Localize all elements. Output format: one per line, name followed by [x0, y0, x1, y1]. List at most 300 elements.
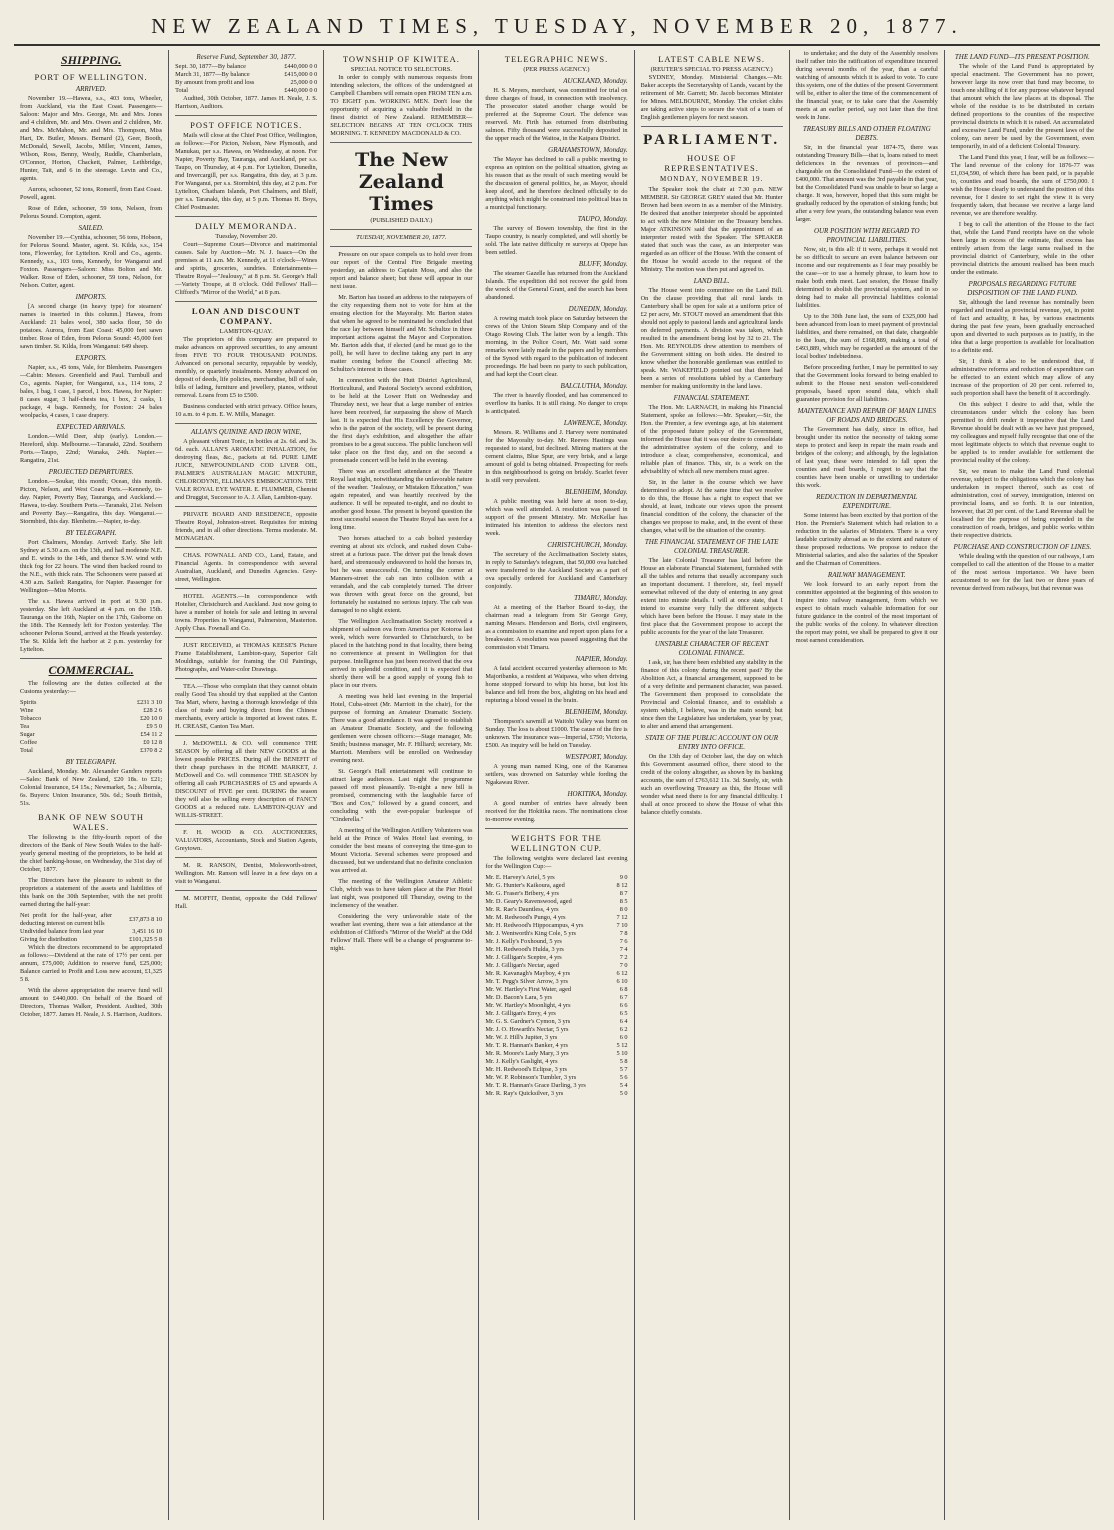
telegram-dateline: AUCKLAND, Monday. — [563, 77, 628, 85]
bank-amount: £101,325 5 8 — [129, 936, 163, 943]
divider — [175, 637, 317, 638]
column-5 — [635, 50, 790, 1520]
telegram-text: A fatal accident occurred yesterday afternoon to Mr. Majoribanks, a resident at Waipawa, who when driving home stopped forward to whip his horse, but lost his balance and fell from the box, alighting on his head and rupturing a blood vessel in the brain. — [485, 665, 628, 704]
commercial-intro: The following are the duties collected at the Customs yesterday:— — [20, 680, 163, 695]
telegraph-text: Port Chalmers, Monday. Arrived: Early. She left Sydney at 5.30 a.m. on the 13th, and had moderate N.E. and E. winds to the 14th, and thence S.W. wind with thick fog for 22 hours. The wind then backed round to the N.E., with thick rain. The Schooners were passed at 4.30 a.m. Sailed: Rangatira, for Napier. Passenger for Wellington—Miss Morris. — [20, 539, 163, 594]
expected-text: London.—Wild Deer, ship (early). London.—Hereford, ship. Melbourne.—Taranaki, 22nd. Southern Ports.—Taupo, 22nd; Wanaka, 24th. Napier.—Rangatira, 21st. — [20, 433, 163, 464]
telegram-dateline: BLUFF, Monday. — [578, 260, 628, 268]
duty-amount: £20 10 0 — [140, 715, 163, 722]
telegram-text: The Mayor has declined to call a public meeting to express an opinion on the political situation, giving as his reason that as the result of such meeting would be the discussion of general politics, he, as Mayor, should keep aloof, and he therefore declined officially to do anything which might be construed into political bias in a municipal functionary. — [485, 156, 628, 211]
imports-text: [A second charge (in heavy type) for steamers' names is inserted in this column.] Hawea, from Auckland: 21 bales wool, 380 sacks flour, 50 do potatoes. Aurora, from East Coast: 45,000 feet sawn timber. Rose of Eden, from Pelorus Sound: 45,000 feet sawn timber. St. Kilda, from Wanganui: 649 sheep. — [20, 303, 163, 350]
horse-weight: 7 2 — [619, 954, 628, 961]
exports-text: Napier, s.s., 45 tons, Vale, for Blenheim. Passengers—Cabin: Messrs. Greenfield and Paul. Turnbull and Co., agents. Napier, for Wanganui, s.s., 114 tons, 2 bales, 1 bag, 1 case, 1 parcel, 1 box. Hawea, for Napier: 8 cases sugar, 3 half-chests tea, 1 box, 2 casks, 1 package, 4 bags. Kennedy, for Foxton: 24 bales woolpacks, 4 cases, 1 case drapery. — [20, 364, 163, 419]
loan-text: The proprietors of this company are prepared to make advances on approved securities, to any amount from FIVE TO FOUR THOUSAND POUNDS. Advanced on personal security, repayable by weekly, monthly, or quarterly instalments. Money advanced on deposit of deeds, life policies, merchandise, bill of sale, bills of lading, furniture and jewellery, pianos, without removal. Loans from £5 to £500. — [175, 336, 318, 399]
horse-name: Mr. J. Wentworth's King Cole, 5 yrs — [485, 930, 577, 937]
weight-row — [485, 1066, 627, 1074]
cable-subheading: (REUTER'S SPECIAL TO PRESS AGENCY.) — [650, 66, 773, 73]
lines-text: While dealing with the question of our railways, I am compelled to call the attention of the House to a matter of the most serious importance. We have been accustomed to see for the last two or three years of revenue derived from railways, but that revenue was — [950, 553, 1094, 592]
weight-row — [485, 874, 627, 882]
horse-weight: 7 8 — [619, 930, 628, 937]
horse-name: Mr. H. Redwood's Hippocampus, 4 yrs — [485, 922, 584, 929]
bank-amount: 3,451 16 10 — [132, 928, 163, 935]
reserve-amount: £440,000 0 0 — [284, 63, 318, 70]
weights-list — [485, 874, 627, 1098]
divider — [175, 423, 317, 424]
horse-name: Mr. W. Hartley's Moonlight, 4 yrs — [485, 1002, 571, 1009]
memo-date: Tuesday, November 20. — [215, 233, 278, 240]
horse-weight: 8 7 — [619, 890, 628, 897]
duty-label: Tobacco — [20, 715, 42, 722]
maintenance-text: The Government has daily, since in office, had brought under its notice the necessity of taking some steps to protect and keep in repair the main roads and bridges of the colony; and although, by the legislation of last year, these were intended to fall upon the counties and road boards, I regret to say that the counties have been unable or unwilling to undertake this work. — [795, 426, 938, 489]
horse-name: Mr. H. Redwood's Hulda, 3 yrs — [485, 946, 564, 953]
treasury-heading: TREASURY BILLS AND OTHER FLOATING DEBTS. — [802, 125, 931, 142]
telegram-text: A rowing match took place on Saturday between the crews of the Union Steam Ship Company and of the Otago Rowing Club. The latter won by a length. This morning, in the Police Court, Mr. Watt said some remarks were lately made in the papers and by members of the Synod with regard to the publication of indecent proceedings. He had been no party to such publication, and had kept the Court clear. — [485, 315, 628, 378]
telegram-dateline: TAUPO, Monday. — [577, 215, 628, 223]
financial-heading: FINANCIAL STATEMENT. — [673, 394, 750, 402]
wood-text: F. H. WOOD & CO. AUCTIONEERS, VALUATORS, Accountants, Stock and Station Agents, Greytown. — [175, 829, 318, 852]
expected-heading: EXPECTED ARRIVALS. — [56, 423, 126, 431]
horse-name: Mr. E. Harvey's Ariel, 5 yrs — [485, 874, 555, 881]
divider — [175, 678, 317, 679]
weights-heading: WEIGHTS FOR THE WELLINGTON CUP. — [511, 833, 602, 853]
duty-label: Total — [20, 747, 33, 754]
horse-weight: 6 12 — [616, 970, 628, 977]
divider — [175, 824, 317, 825]
just-text: JUST RECEIVED, at THOMAS KEESE'S Picture Frame Establishment, Lambton-quay, Superior Gilt Mouldings, suitable for framing the Oil Paintings, Photographs, and Water-color Drawings. — [175, 642, 318, 673]
house-date: MONDAY, NOVEMBER 19. — [660, 175, 764, 183]
arrived-text-2: Aurora, schooner, 52 tons, Romeril, from East Coast. Powell, agent. — [20, 186, 163, 201]
weight-row — [485, 938, 627, 946]
horse-name: Mr. J. O. Howarth's Nectar, 5 yrs — [485, 1026, 569, 1033]
weight-row — [485, 1074, 627, 1082]
weight-row — [485, 1002, 627, 1010]
telegram-text: A good number of entries have already been received for the Hokitika races. The nominations close to-morrow evening. — [485, 800, 628, 823]
weight-row — [485, 890, 627, 898]
leader-paragraph: St. George's Hall entertainment will continue to attract large audiences. Last night the programme passed off most pleasantly. To-night a new bill is promised, commencing with the laughable farce of "Box and Cox," followed by a grand concert, and concluding with the ever-popular burlesque of "Cinderella." — [330, 768, 473, 823]
bank-text-3: Which the directors recommend to be appropriated as follows:—Dividend at the rate of 17½ per cent. per annum, £75,000; Addition to reserve fund, £25,000; Balance carried to Profit and Loss new account, £1,325 5 8. — [20, 944, 163, 983]
telegram-text: The survey of Bowen township, the first in the Taupo country, is nearly completed, and will shortly be sold. The late native difficulty re surveys at Opepe has been settled. — [485, 225, 628, 256]
weight-row — [485, 898, 627, 906]
bank-table — [20, 912, 162, 944]
horse-name: Mr. W. P. Robinson's Tumbler, 3 yrs — [485, 1074, 577, 1081]
financial-position-heading: THE FINANCIAL STATEMENT OF THE LATE COLONIAL TREASURER. — [644, 538, 779, 555]
horse-weight: 7 6 — [619, 938, 628, 945]
divider — [330, 229, 472, 230]
bank-heading: BANK OF NEW SOUTH WALES. — [38, 812, 144, 832]
weight-row — [485, 914, 627, 922]
horse-name: Mr. J. Kelly's Foxhound, 5 yrs — [485, 938, 562, 945]
telegram-text: The river is heavily flooded, and has commenced to overflow its banks. It is still rising. No danger to crops is anticipated. — [485, 392, 628, 415]
table-row — [20, 715, 162, 723]
divider — [175, 506, 317, 507]
bytel-text: Auckland, Monday. Mr. Alexander Ganders reports—Sales: Bank of New Zealand, £20 18s. to £21; Colonial Insurance, £4 15s.; Newmarket, 5s.; Alburnia, 6s. Buyers: Union Insurance, 50s. 6d.; South British, 51s. — [20, 768, 163, 807]
land-fund-text: The whole of the Land Fund is appropriated by special enactment. The Government has no power, however large its now over that fund may become, to touch one shilling of it for any purpose whatever beyond that amount which the law places at its disposal. The whole of the residue is to be distributed in certain defined proportions to the counties of the respective provincial districts in which it is raised. An accumulated and excessive Land Fund, under the present laws of the colony, can never be used by the Government, even temporarily, in aid of a deficient Colonial Treasury. — [950, 63, 1094, 150]
weight-row — [485, 1050, 627, 1058]
horse-weight: 6 5 — [619, 1010, 628, 1017]
land-fund-text-2: The Land Fund this year, I fear, will be as follows:—The land revenue of the colony for 1876-77 was £1,034,590, of which there has been paid, or is payable to, counties and road boards, the sum of £750,000. I wish the House clearly to understand the position of this revenue, for I desire to set right the view it is very frequently taken, that because we receive a large land revenue, we are therefore wealthy. — [950, 154, 1094, 217]
horse-weight: 8 12 — [616, 882, 628, 889]
column-3 — [324, 50, 479, 1520]
divider — [175, 890, 317, 891]
telegram-text: The secretary of the Acclimatisation Society states, in reply to Saturday's telegram, that 50,000 ova hatched were transferred to the Auckland Society as a part of ova specially ordered for Auckland and Canterbury conjointly. — [485, 551, 628, 590]
house-text: The Speaker took the chair at 7.30 p.m. NEW MEMBER. Sir GEORGE GREY stated that Mr. Hunter Brown had been sworn in as a member of the Ministry. He desired that another interpreter should be appointed to act with the new Minister on the Treasury benches. Major ATKINSON said that the appointment of an interpreter rested with the Speaker. The SPEAKER stated that such was the case, as an interpreter was regarded as an officer of the House. With the consent of the House he would accede to the request of the Ministry. The motion was then put and agreed to. — [640, 186, 783, 273]
divider — [175, 588, 317, 589]
divider — [175, 115, 317, 116]
paper-date: TUESDAY, NOVEMBER 20, 1877. — [356, 234, 447, 241]
duty-amount: £28 2 6 — [143, 707, 163, 714]
reserve-amount: £440,000 0 0 — [284, 87, 318, 94]
horse-weight: 7 0 — [619, 962, 628, 969]
divider — [175, 301, 317, 302]
port-heading: PORT OF WELLINGTON. — [34, 72, 148, 82]
horse-weight: 7 4 — [619, 946, 628, 953]
reserve-label: Total — [175, 87, 188, 94]
telegram-dateline: LAWRENCE, Monday. — [563, 419, 628, 427]
telegram-dateline: BLENHEIM, Monday. — [565, 708, 628, 716]
bank-text: The following is the fifty-fourth report of the directors of the Bank of New South Wales to the half-yearly general meeting of the proprietors, to be held at the chief banking-house, on Wednesday, the 31st day of October, 1877. — [20, 834, 163, 873]
divider — [175, 735, 317, 736]
weight-row — [485, 1026, 627, 1034]
telegram-dateline: BLENHEIM, Monday. — [565, 488, 628, 496]
table-row — [20, 928, 162, 936]
house-heading: HOUSE OF REPRESENTATIVES. — [664, 153, 759, 173]
horse-name: Mr. G. S. Gardner's Cymon, 3 yrs — [485, 1018, 571, 1025]
shipping-heading: SHIPPING. — [60, 53, 122, 67]
weight-row — [485, 882, 627, 890]
horse-name: Mr. R. Ray's Quicksilver, 3 yrs — [485, 1090, 564, 1097]
loan-heading: LOAN AND DISCOUNT COMPANY. — [191, 306, 301, 326]
column-4 — [479, 50, 634, 1520]
weight-row — [485, 946, 627, 954]
provincial-text-3: Before proceeding further, I may be permitted to say that the Government looks forward to being enabled to submit to the House next session well-considered proposals, based upon sound data, which shall guarantee provision for all liabilities. — [795, 364, 938, 403]
bytel-heading: BY TELEGRAPH. — [65, 758, 117, 766]
arrived-heading: ARRIVED. — [75, 85, 107, 93]
fownall-text: CHAS. FOWNALL AND CO., Land, Estate, and Financial Agents. In correspondence with several Australian, Auckland, and Dunedin Agencies. Grey-street, Wellington. — [175, 552, 318, 583]
weight-row — [485, 1082, 627, 1090]
duty-amount: £54 11 2 — [140, 731, 163, 738]
proposals-text-3: On this subject I desire to add that, while the circumstances under which the colony has been permitted to drift render it imperative that the Land Revenue should be dealt with as we have just proposed, my colleagues and myself fully recognise that one of the most legitimate objects to which that revenue ought to be applied is to render available for settlement the provincial reality of the colony. — [950, 401, 1094, 464]
leader-paragraph: Mr. Barton has issued an address to the ratepayers of the city requesting them not to vote for him at the ensuing election for the Mayoralty. Mr. Barton states that when he agreed to be nominated he concluded that the race lay between himself and Mr. Schultze in three important actions against the Mayor and Corporation. Mr. Barton adds that, if elected (and he must go to the poll), he will have to decline taking any part in any matter coming before the Council affecting Mr. Schultze's interest in those cases. — [330, 294, 473, 373]
sailed-heading: SAILED. — [78, 224, 104, 232]
commercial-heading: COMMERCIAL. — [48, 663, 134, 677]
horse-name: Mr. R. Kavanagh's Mayboy, 4 yrs — [485, 970, 571, 977]
horse-name: Mr. W. Hartley's First Water, aged — [485, 986, 572, 993]
divider — [20, 658, 162, 659]
telegram-text: H. S. Meyers, merchant, was committed for trial on three charges of fraud, in connection with insolvency. The prosecutor stated another charge would be preferred at the Supreme Court. The defence was reserved. Mr. Firth has returned from distributing salmon. Fifty thousand were successfully deposited in the upper reach of the Waitoa, in the Kaipara District. — [485, 87, 628, 142]
horse-weight: 5 0 — [619, 1090, 628, 1097]
horse-weight: 8 0 — [619, 906, 628, 913]
provincial-text: Now, sir, is this all: if it were, perhaps it would not be so difficult to secure an even balance between our income and our requirements as I fear may possibly be the case—or to use a homely phrase, to learn how to make both ends meet. Last session, the House finally determined to abolish the provincial system, and in so doing had to make all provincial liabilities colonial liabilities. — [795, 246, 938, 309]
weight-row — [485, 994, 627, 1002]
sailed-text: November 19.—Cynthia, schooner, 56 tons, Hobson, for Pelorus Sound. Master, agent. St. Kilda, s.s., 154 tons, Flowerday, for Lyttelton. Kroll and Co., agents. Kennedy, s.s., 103 tons, Kennedy, for Wanganui and Foxton. Passengers—Saloon: Miss Bolton and Mr. Walker. Rose of Eden, schooner, 59 tons, Nelson, for Nelson. Cutter, agent. — [20, 234, 163, 289]
post-heading: POST OFFICE NOTICES. — [190, 120, 303, 130]
reduction-heading: REDUCTION IN DEPARTMENTAL EXPENDITURE. — [816, 493, 918, 510]
private-text: PRIVATE BOARD AND RESIDENCE, opposite Theatre Royal, Johnston-street. Requisites for mining friends, and in all other directions. Terms moderate. M. MONAGHAN. — [175, 511, 318, 542]
horse-weight: 6 7 — [619, 994, 628, 1001]
financial-text: The Hon. Mr. LARNACH, in making his Financial Statement, spoke as follows:—Mr. Speaker,—Sir, the Hon. the Premier, a few evenings ago, at his statement of the proposed future policy of the Government, informed the House that it was our desire to consolidate the administrative system of the colony, and to introduce a clear, comprehensive, economical, and reliable plan of finance. This, sir, is a work on the advisability of which all new members must agree. — [640, 404, 783, 475]
weight-row — [485, 1042, 627, 1050]
horse-weight: 6 8 — [619, 986, 628, 993]
leader-paragraph: Considering the very unfavorable state of the weather last evening, there was a fair attendance at the exhibition of Clifford's "Mirror of the World" at the Odd Fellows' Hall. There will be a change of programme to-night. — [330, 913, 473, 952]
reserve-amount: 25,000 0 0 — [290, 79, 318, 86]
horse-weight: 9 0 — [619, 874, 628, 881]
table-row — [20, 699, 162, 707]
weight-row — [485, 930, 627, 938]
telegram-text: At a meeting of the Harbor Board to-day, the chairman read a telegram from Sir George Grey, naming Messrs. Henderson and Boris, civil engineers, as a commission to examine and report upon plans for a breakwater. A resolution was passed suggesting that the commission visit Timaru. — [485, 604, 628, 651]
exports-heading: EXPORTS. — [75, 354, 107, 362]
telegram-dateline: NAPIER, Monday. — [575, 655, 628, 663]
table-row — [20, 739, 162, 747]
duty-label: Tea — [20, 723, 29, 730]
reserve-label: By amount from profit and loss — [175, 79, 255, 86]
horse-name: Mr. G. Hunter's Kaikoura, aged — [485, 882, 565, 889]
duty-amount: £370 8 2 — [140, 747, 163, 754]
telegram-text: Thompson's sawmill at Waitohi Valley was burnt on Sunday. The loss is about £1000. The cause of the fire is unknown. The insurance was—Imperial, £750; Victoria, £500. An inquiry will be held on Tuesday. — [485, 718, 628, 749]
horse-weight: 7 12 — [616, 914, 628, 921]
lines-heading: PURCHASE AND CONSTRUCTION OF LINES. — [953, 543, 1092, 551]
memo-text: Court—Supreme Court—Divorce and matrimonial causes. Sale by Auction—Mr. N. J. Isaacs—On the premises at 11 a.m. Mr. Kennedy, at 11 o'clock—Wines and spirits, groceries, sundries. Entertainments—Theatre Royal—"Jealousy," at 8 p.m. St. George's Hall—Variety Troupe, at 8 o'clock. Odd Fellows' Hall—Clifford's "Mirror of the World," at 8 p.m. — [175, 241, 318, 296]
tea-text: TEA.—Those who complain that they cannot obtain really Good Tea should try that supplied at the Canton Tea Mart, where, having a thorough knowledge of this class of trade and buying direct from the Chinese merchants, every article is imported at lowest rates. E. H. CREASE, Canton Tea Mart. — [175, 683, 318, 730]
bank-amount: £37,873 8 10 — [129, 916, 163, 923]
weight-row — [485, 962, 627, 970]
arrived-text-3: Rose of Eden, schooner, 59 tons, Nelson, from Pelorus Sound. Compton, agent. — [20, 205, 163, 220]
weights-intro: The following weights were declared last evening for the Wellington Cup:— — [485, 855, 628, 870]
provincial-text-2: Up to the 30th June last, the sum of £325,000 had been advanced from loan to meet payment of provincial liabilities, and there remained, on that date, chargeable to the loan, the sum of £168,889, making a total of £493,889, which may be regarded as the amount of the local bodies' indebtedness. — [795, 313, 938, 360]
weight-row — [485, 922, 627, 930]
telegram-text: Messrs. R. Williams and J. Harvey were nominated for the Mayoralty to-day. Mr. Reeves Hastings was requested to stand, but declined. Mining matters at the cement claims, Blue Spur, are very brisk, and a large amount of gold is being obtained. Prospecting for reefs in this neighbourhood is going on briskly. Scarlet fever is still very prevalent. — [485, 429, 628, 484]
parliament-heading: PARLIAMENT. — [643, 132, 781, 148]
cable-text: SYDNEY, Monday. Ministerial Changes.—Mr. Baker accepts the Secretaryship of Lands, vacant by the retirement of Mr. Garrett; Mr. Jacob becomes Minister for Mines. MELBOURNE, Monday. The cricket clubs are taking active steps to secure the visit of a team of English gentlemen players for next season. — [640, 74, 783, 121]
leader-paragraph: The Wellington Acclimatisation Society received a shipment of salmon ova from America per Kotoroa last week, which were forwarded to Christchurch, to be placed in the hatching pond in that locality, there being no convenience at present in Wellington for that purpose. Intelligence has just been received that the ova arrived in splendid condition, and it is expected that shortly there will be a good supply of young fish to place in our rivers. — [330, 618, 473, 689]
memo-heading: DAILY MEMORANDA. — [195, 221, 298, 231]
duty-label: Wine — [20, 707, 34, 714]
horse-name: Mr. T. Pegg's Silver Arrow, 3 yrs — [485, 978, 568, 985]
telegram-text: The steamer Gazelle has returned from the Auckland Islands. The expedition did not recover the gold from the wreck of the General Grant, and the search has been abandoned. — [485, 270, 628, 301]
horse-name: Mr. J. Gilligan's Envy, 4 yrs — [485, 1010, 556, 1017]
divider — [641, 126, 783, 127]
bank-label: Giving for distribution — [20, 936, 78, 943]
column-2 — [169, 50, 324, 1520]
horse-name: Mr. T. R. Hannan's Banker, 4 yrs — [485, 1042, 568, 1049]
land-fund-text-3: I beg to call the attention of the House to the fact that, while the Land Fund receipts have on the whole been large in excess of the estimate, that excess has entirely arisen from the large sums realised in the provincial district of Canterbury, while in the other provincial districts the amount realised has been much under the estimate. — [950, 221, 1094, 276]
telegraphic-items — [485, 77, 627, 824]
reserve-label: March 31, 1877—By balance — [175, 71, 250, 78]
table-row — [20, 936, 162, 944]
leader-paragraph: Two horses attached to a cab bolted yesterday evening at about six o'clock, and rushed down Cuba-street at a furious pace. The driver put the break down hard, and strenuously endeavored to hold the horses in, but he was unsuccessful. On turning the corner at Manners-street the cab ran into collision with a verandah, and the cab completely turned. The driver was thrown with great force on the ground, but fortunately he sustained no serious injury. The cab was damaged to no slight extent. — [330, 535, 473, 614]
table-row — [175, 87, 317, 95]
unstable-heading: UNSTABLE CHARACTER OF RECENT COLONIAL FINANCE. — [654, 640, 769, 657]
township-text: In order to comply with numerous requests from intending selectors, the offices of the undersigned at Campbell Chambers will remain open FROM TEN a.m. TO EIGHT p.m. WORKING MEN. Don't lose the opportunity of acquiring a valuable freehold in the finest district of New Zealand. REMEMBER—SELECTION BEGINS AT TEN O'CLOCK THIS MORNING. T. KENNEDY MACDONALD & CO. — [330, 74, 473, 137]
moffit-text: M. MOFFIT, Dentist, opposite the Odd Fellows' Hall. — [175, 895, 318, 910]
duties-table — [20, 699, 162, 755]
weight-row — [485, 978, 627, 986]
land-fund-heading: THE LAND FUND—ITS PRESENT POSITION. — [954, 53, 1090, 61]
projected-text: London.—Soukar, this month; Ocean, this month. Picton, Nelson, and West Coast Ports.—Kennedy, to-day. Napier, Poverty Bay, Tauranga, and Auckland.—Hawea, to-day. Southern Ports.—Taranaki, 21st. Nelson and Poverty Bay.—Rangatira, this day. Wanganui.—Stormbird, this day. Blenheim.—Napier, to-day. — [20, 478, 163, 525]
allan-heading: ALLAN'S QUININE AND IRON WINE, — [190, 428, 302, 436]
column-1 — [14, 50, 169, 1520]
horse-name: Mr. D. Bacon's Lara, 5 yrs — [485, 994, 552, 1001]
horse-weight: 5 6 — [619, 1074, 628, 1081]
reserve-amount: £415,000 0 0 — [284, 71, 318, 78]
divider — [330, 246, 472, 247]
land-bill-text: The House went into committee on the Land Bill. On the clause providing that all rural lands in Canterbury shall be open for sale at a uniform price of £2 per acre, Mr. STOUT moved an amendment that this should not apply to pastoral lands and agricultural lands on deferred payments. A division was taken, which resulted in the amendment being lost by 32 to 21. The Hon. Mr. REYNOLDS drew attention to members of the Government sitting on both sides. He desired to know whether the honorable gentleman was entitled to speak. Mr. WAKEFIELD pointed out that there had been a series of resolutions tabled by a Canterbury member for making uniformity in the land laws. — [640, 287, 783, 390]
paper-title: The New Zealand Times — [355, 149, 448, 215]
bank-text-2: The Directors have the pleasure to submit to the proprietors a statement of the assets and liabilities of this bank on the 30th September, with the net profit earned during the half-year: — [20, 877, 163, 908]
treasury-text: Sir, in the financial year 1874-75, there was outstanding Treasury Bills—that is, loans raised to meet deficiences in the revenues of provinces—and chargeable on the Consolidated Fund—to the extent of £400,000. That amount was the 3rd payable in that year, but the Consolidated Fund was unable to bear so large a charge. It was, however, hoped that this sum might be gradually reduced by the operation of sinking funds; but after a very few years, the outstanding balance was even larger. — [795, 144, 938, 223]
weight-row — [485, 954, 627, 962]
duty-label: Spirits — [20, 699, 37, 706]
table-row — [20, 723, 162, 731]
telegraphic-subheading: (PER PRESS AGENCY.) — [523, 66, 590, 73]
horse-name: Mr. J. Kelly's Gaslight, 4 yrs — [485, 1058, 558, 1065]
hotel-text: HOTEL AGENTS.—In correspondence with Hotelier, Christchurch and Auckland. Just now going to have a number of hotels for sale and letting in several towns. Properties in Wanganui, Palmerston, Masterton. Apply Chas. Fownall and Co. — [175, 593, 318, 632]
leader-paragraph: There was an excellent attendance at the Theatre Royal last night, notwithstanding the unfavorable nature of the weather. "Jealousy, or Mistaken Education," was again repeated, and was heartily received by the audience. It will be repeated to-night, and no doubt to another good house. The present is beyond question the most successful season the Theatre Royal has seen for a long time. — [330, 468, 473, 531]
horse-name: Mr. J. Gilligan's Sceptre, 4 yrs — [485, 954, 562, 961]
weight-row — [485, 1034, 627, 1042]
horse-weight: 8 5 — [619, 898, 628, 905]
weight-row — [485, 1058, 627, 1066]
leader-paragraph: A meeting of the Wellington Artillery Volunteers was held at the Prince of Wales Hotel last evening, to consider the best means of conveying the time-gun to Mount Victoria. Several schemes were proposed and discussed, but we understand that no definite conclusion was arrived at. — [330, 827, 473, 874]
horse-name: Mr. H. Redwood's Eclipse, 3 yrs — [485, 1066, 568, 1073]
paper-subtitle: (PUBLISHED DAILY.) — [370, 217, 433, 224]
continued-text: to undertake; and the duty of the Assembly resolves itself rather into the ratification of expenditure incurred during several months of the year, than a careful watching of amounts which it is asked to vote. To cure this system, one of the duties of the present Government will be, either to alter the time of the commencement of the financial year, or to take care that the Assembly meets at an earlier period, say not later than the first week in June. — [795, 50, 938, 121]
horse-weight: 5 4 — [619, 1082, 628, 1089]
masthead: NEW ZEALAND TIMES, TUESDAY, NOVEMBER 20, 1877. — [151, 14, 963, 38]
weight-row — [485, 1010, 627, 1018]
column-7 — [945, 50, 1100, 1520]
proposals-text-4: Sir, we mean to make the Land Fund colonial revenue, subject to the obligations which the colony has undertaken in respect thereof, such as cost of administration, cost of survey, immigration, interest on provincial loans, and so forth. It is our intention, however, that 20 per cent. of the Land Revenue shall be localised for the purpose of being expended in the construction of roads, bridges, and public works within their respective districts. — [950, 468, 1094, 539]
horse-name: Mr. T. R. Hannan's Grace Darling, 3 yrs — [485, 1082, 586, 1089]
table-row — [175, 71, 317, 79]
telegram-text: A young man named King, one of the Karamea settlers, was drowned on Saturday while fording the Ngakawau River. — [485, 763, 628, 786]
maintenance-heading: MAINTENANCE AND REPAIR OF MAIN LINES OF ROADS AND BRIDGES. — [797, 407, 936, 424]
duty-label: Coffee — [20, 739, 38, 746]
financial-text-2: Sir, in the latter is the course which we have determined to adopt. At the same time that we resolve to do this, the House has a right to expect that we should, at least, indicate our views upon the present financial condition of the colony, the character of the changes we propose to make, and, in the event of these changes, what will be the situation of the country. — [640, 479, 783, 534]
page-columns — [14, 50, 1100, 1520]
horse-weight: 6 2 — [619, 1026, 628, 1033]
horse-name: Mr. D. Geary's Ravenswood, aged — [485, 898, 572, 905]
state-text: On the 13th day of October last, the day on which this Government assumed office, there stood to the credit of the colony altogether, as shown by its banking accounts, the sum of £763,612 11s. 3d. Surely, sir, with such an overflowing Treasury as this, the House will wonder what need there is for any financial difficulty. I shall at once proceed to show the House of what this balance chiefly consists. — [640, 753, 783, 816]
bank-label: Undivided balance from last year — [20, 928, 104, 935]
loan-subheading: LAMBTON-QUAY. — [219, 328, 273, 335]
horse-weight: 5 12 — [616, 1042, 628, 1049]
horse-weight: 6 4 — [619, 1018, 628, 1025]
horse-weight: 5 10 — [616, 1050, 628, 1057]
state-heading: STATE OF THE PUBLIC ACCOUNT ON OUR ENTRY INTO OFFICE. — [645, 734, 779, 751]
horse-name: Mr. M. Redwood's Pungo, 4 yrs — [485, 914, 566, 921]
table-row — [20, 731, 162, 739]
horse-weight: 7 10 — [616, 922, 628, 929]
weight-row — [485, 970, 627, 978]
table-row — [20, 707, 162, 715]
telegram-dateline: WESTPORT, Monday. — [565, 753, 628, 761]
proposals-text: Sir, although the land revenue has nominally been regarded and treated as provincial revenue, yet, in point of fact and actuality, it has, by various enactments during the past few years, been gradually encroached upon and diverted to such purposes as to justify, in the idea that a large proportion is available for localisation to a definite end. — [950, 299, 1094, 354]
allan-text: A pleasant vibrant Tonic, in bottles at 2s. 6d. and 3s. 6d. each. ALLAN'S AROMATIC INHALATION, for destroying fleas, &c., packets at 6d. PURE LIME JUICE, NEWFOUNDLAND COD LIVER OIL, PALMER'S AUSTRALIAN MAGIC MIXTURE, CHLORODYNE, ELLIMAN'S EMBROCATION. THE VALE ROYAL EYE WATER. E. FLUMMER, Chemist and Druggist, Successor to A. J. Allan, Lambton-quay. — [175, 438, 318, 501]
proposals-heading: PROPOSALS REGARDING FUTURE DISPOSITION OF THE LAND FUND. — [967, 280, 1078, 297]
table-row — [20, 912, 162, 928]
telegraphic-heading: TELEGRAPHIC NEWS. — [504, 54, 609, 64]
reserve-heading: Reserve Fund, September 30, 1877. — [196, 53, 297, 61]
column-6 — [790, 50, 945, 1520]
loan-text-2: Business conducted with strict privacy. Office hours, 10 a.m. to 4 p.m. E. W. Mills, Manager. — [175, 403, 318, 418]
telegraph-heading: BY TELEGRAPH. — [65, 529, 117, 537]
telegram-dateline: GRAHAMSTOWN, Monday. — [548, 146, 628, 154]
table-row — [175, 63, 317, 71]
township-subheading: SPECIAL NOTICE TO SELECTORS. — [350, 66, 452, 73]
township-heading: TOWNSHIP OF KIWITEA. — [342, 54, 460, 64]
divider — [175, 857, 317, 858]
telegram-dateline: TIMARU, Monday. — [574, 594, 628, 602]
weight-row — [485, 986, 627, 994]
railway-text: We look forward to an early report from the committee appointed at the beginning of this session to inquire into railway management, from which we expect to obtain much valuable information for our future guidance in the control of the most important of the public works of the colony. In whatever direction the report may point, we shall be prepared to give it our most earnest consideration. — [795, 581, 938, 644]
divider — [330, 142, 472, 143]
cable-heading: LATEST CABLE NEWS. — [658, 54, 766, 64]
duty-amount: £0 12 8 — [143, 739, 163, 746]
audited-text: Audited, 30th October, 1877. James H. Neale, J. S. Harrison, Auditors. — [175, 95, 318, 110]
horse-name: Mr. W. J. Hill's Jupiter, 3 yrs — [485, 1034, 558, 1041]
telegram-dateline: HOKITIKA, Monday. — [567, 790, 628, 798]
masthead-rule — [14, 44, 1100, 46]
imports-heading: IMPORTS. — [75, 293, 107, 301]
weight-row — [485, 1090, 627, 1098]
duty-amount: £9 5 0 — [146, 723, 163, 730]
mcdowell-text: J. McDOWELL & CO. will commence THE SEASON by offering all their NEW GOODS at the lowest possible PRICES. During all the BENEFIT of their cheap purchases in the HOME MARKET, J. McDowell and Co. will commence THE SEASON by offering all cash PURCHASERS of £5 and upwards A DISCOUNT of FIVE per cent. DURING the season they will also be selling every description of FANCY GOODS at a reduced rate. LAMBTON-QUAY and WILLIS-STREET. — [175, 740, 318, 819]
telegram-dateline: CHRISTCHURCH, Monday. — [547, 541, 628, 549]
railway-heading: RAILWAY MANAGEMENT. — [827, 571, 906, 579]
telegraph-text-2: The s.s. Hawea arrived in port at 9.30 p.m. yesterday. She left Auckland at 4 p.m. on the 15th. Tauranga on the 16th, Napier on the 17th, Gisborne on the 18th. The Kennedy left for Foxton yesterday. The schooner Pelorus Sound, arrived at the Heads yesterday. The St. Kilda left the harbor at 2 p.m. yesterday for Lyttelton. — [20, 598, 163, 653]
horse-name: Mr. G. Fraser's Bribery, 4 yrs — [485, 890, 559, 897]
reserve-label: Sept. 30, 1877—By balance — [175, 63, 246, 70]
horse-weight: 6 6 — [619, 1002, 628, 1009]
leader-paragraph: In connection with the Hutt District Agricultural, Horticultural, and Pastoral Society's second exhibition, to be held at the Lower Hutt on Wednesday and Thursday next, we hear that a large number of entries have been received, far surpassing the show of March last. It is expected that His Excellency the Governor, who is the patron of the society, will be present during the first day's exhibition, and altogether the affair promises to be a great success. The public luncheon will take place on the first day, and on the second a promenade concert will be held in the evening. — [330, 377, 473, 464]
table-row — [20, 747, 162, 755]
horse-weight: 5 8 — [619, 1058, 628, 1065]
reserve-table — [175, 63, 317, 95]
divider — [485, 828, 627, 829]
arrived-text: November 19.—Hawea, s.s., 403 tons, Wheeler, from Auckland, via the East Coast. Passengers—Saloon: Major and Mrs. George, Mr. and Mrs. Jones and 4 children, Mr. and Mrs. Owen and 2 children, Mr. and Mrs. McMahon, Mr. and Mrs. Thompson, Miss Hart, Dr. Butler, Messrs. Bernard (2), Geer, Booth, McDonald, Sewell, Jacobs, Miller, Vincent, James, Wilson, Ross, Benny, Westly, Ruddle, Chamberlain, O'Connor, Horton, Chackett, Palmer, Lethbridge, Hunter, Tait, and 6 in the steerage. Levin and Co., agents. — [20, 95, 163, 182]
bank-label: Net profit for the half-year, after deducting interest on current bills — [20, 912, 113, 927]
land-bill-heading: LAND BILL. — [693, 277, 730, 285]
horse-name: Mr. J. Gilligan's Nectar, aged — [485, 962, 559, 969]
bank-text-4: With the above appropriation the reserve fund will amount to £440,000. On behalf of the Board of Directors, Thomas Walker, President. Audited, 30th October, 1877. James H. Neale, J. S. Harrison, Auditors. — [20, 987, 163, 1018]
telegram-dateline: DUNEDIN, Monday. — [568, 305, 628, 313]
provincial-heading: OUR POSITION WITH REGARD TO PROVINCIAL LIABILITIES. — [813, 227, 920, 244]
proposals-text-2: Sir, I think it also to be understood that, if administrative reforms and reduction of expenditure can be effected to an extent which may allow of any increase of the proportion of 20 per cent. referred to, such proportion shall have the benefit of it accordingly. — [950, 358, 1094, 397]
divider — [175, 216, 317, 217]
unstable-text: I ask, sir, has there been exhibited any stability in the finance of this colony during the recent past? By the Abolition Act, a financial arrangement, supposed to be of a very definite and permanent character, was passed. The Government then proposed to consolidate the Provincial and Colonial finance, and to establish a system which, I believe, was in the main sound; but since then the Legislature has undertaken, year by year, to alter and amend that arrangement. — [640, 659, 783, 730]
table-row — [175, 79, 317, 87]
leader-paragraph: A meeting was held last evening in the Imperial Hotel, Cuba-street (Mr. Marriott in the chair), for the purpose of forming an Amateur Dramatic Society. There was a good attendance. It was agreed to establish an Amateur Dramatic Society, and the following gentlemen were chosen officers:—Stage manager, Mr. Smith; business manager, Mr. F. Hilliard; secretary, Mr. Marriott. Members will be enrolled on Wednesday evening next. — [330, 693, 473, 764]
horse-name: Mr. R. Rae's Dauntless, 4 yrs — [485, 906, 559, 913]
horse-weight: 5 7 — [619, 1066, 628, 1073]
horse-name: Mr. R. Moore's Lady Mary, 3 yrs — [485, 1050, 569, 1057]
financial-position-text: The late Colonial Treasurer has laid before the House an elaborate Financial Statement, furnished with all the tables and returns that usually accompany such an important document. I therefore, sir, feel myself somewhat relieved of the duty of entering in any great extent into minute details. I will at once state, that I intend to examine very fully the different subjects which have been before the House. I may state in the first place that the Government propose to accept the public accounts for the year of the late Treasurer. — [640, 557, 783, 636]
duty-label: Sugar — [20, 731, 35, 738]
weight-row — [485, 906, 627, 914]
leader-paragraph: The meeting of the Wellington Amateur Athletic Club, which was to have taken place at the Pier Hotel last night, was postponed till Thursday, owing to the inclemency of the weather. — [330, 878, 473, 909]
divider — [175, 547, 317, 548]
leader-paragraph: Pressure on our space compels us to hold over from our report of the Central Fire Brigade meeting yesterday, an address to Captain Moss, and also the report and balance sheet; but these will appear in our next issue. — [330, 251, 473, 290]
horse-weight: 6 0 — [619, 1034, 628, 1041]
post-text: Mails will close at the Chief Post Office, Wellington, as follows:—For Picton, Nelson, New Plymouth, and Manukau, per s.s. Hawea, on Wednesday, at noon. For Napier, Poverty Bay, Tauranga, and Auckland, per s.s. Taupo, on Thursday, at 4 p.m. For Lyttelton, Dunedin, and Invercargill, per s.s. Rangatira, this day, at 3 p.m. For Wanganui, per s.s. Stormbird, this day, at 2 p.m. For Lyttelton, Chatham Islands, Port Chalmers, and Bluff, per s.s. Taranaki, this day, at 5 p.m. Thomas H. Boys, Chief Postmaster. — [175, 132, 318, 211]
horse-weight: 6 10 — [616, 978, 628, 985]
weight-row — [485, 1018, 627, 1026]
telegram-text: A public meeting was held here at noon to-day, which was well attended. A resolution was passed in support of the present Ministry. Mr. McKellar has intimated his intention to address the electors next week. — [485, 498, 628, 537]
projected-heading: PROJECTED DEPARTURES. — [48, 468, 134, 476]
duty-amount: £231 3 10 — [136, 699, 163, 706]
telegram-dateline: BALCLUTHA, Monday. — [560, 382, 628, 390]
reduction-text: Some interest has been excited by that portion of the Hon. the Premier's Statement which had relation to a reduction in the salaries of Ministers. There is a very laudable curiosity abroad as to the extent and nature of these proposed reductions. We propose to reduce the Ministerial salaries, and also the salaries of the Speaker and the Chairman of Committees. — [795, 512, 938, 567]
